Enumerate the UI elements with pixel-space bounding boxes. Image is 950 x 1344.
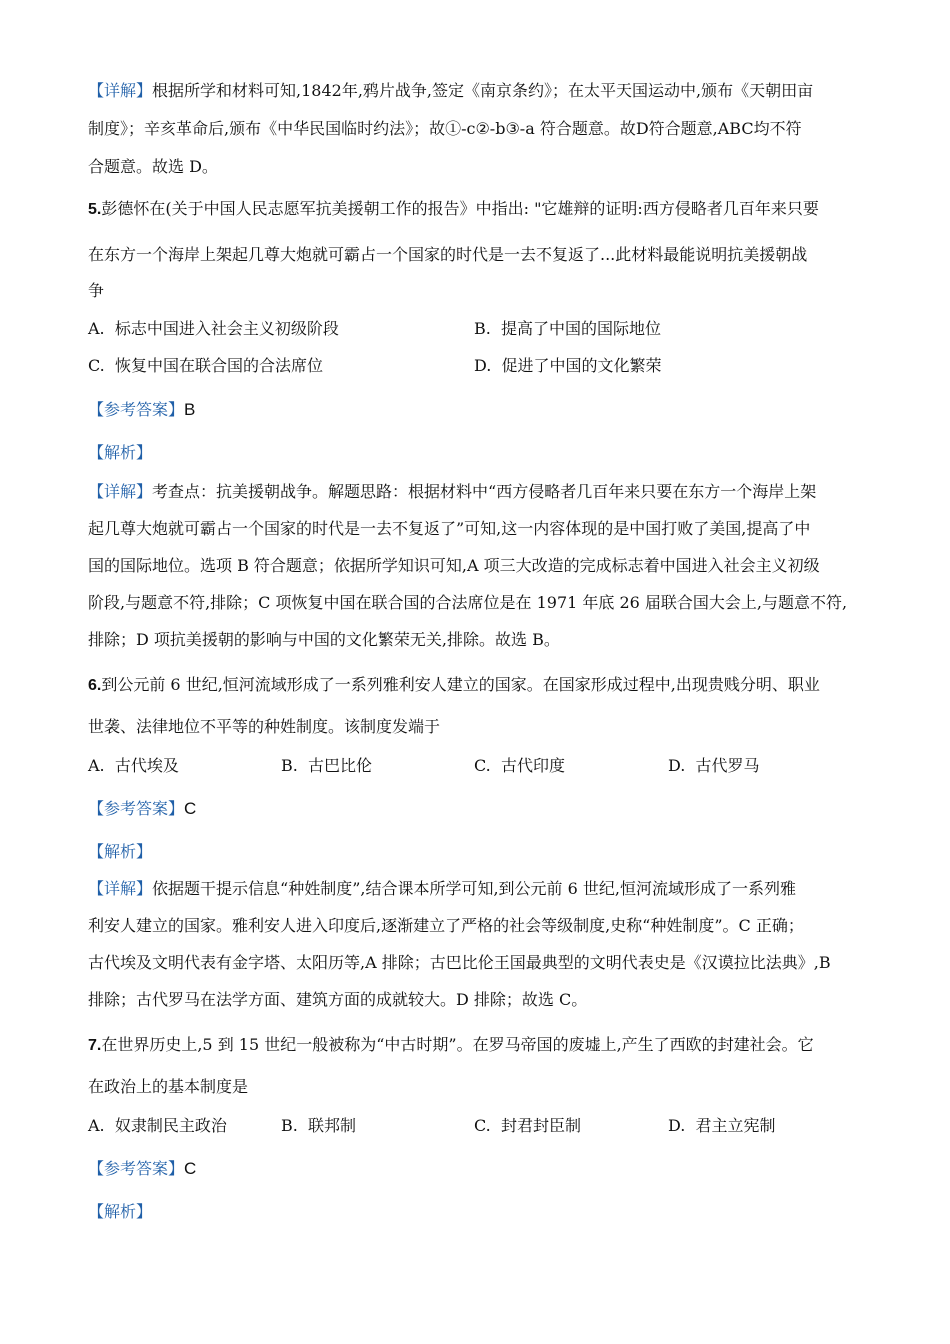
detail-line: 排除；D 项抗美援朝的影响与中国的文化繁荣无关,排除。故选 B。: [88, 630, 560, 649]
detail-line: 利安人建立的国家。雅利安人进入印度后,逐渐建立了严格的社会等级制度,史称“种姓制度”。C 正确；: [88, 916, 804, 935]
option-a: A. 奴隶制民主政治: [88, 1116, 227, 1135]
option-d: D. 古代罗马: [668, 756, 760, 775]
question-7-line: 7.在世界历史上,5 到 15 世纪一般被称为“中古时期”。在罗马帝国的废墟上,产生了西欧的封建社会。它: [88, 1035, 814, 1054]
detail-line: 排除；古代罗马在法学方面、建筑方面的成就较大。D 排除；故选 C。: [88, 990, 588, 1009]
option-a: A. 标志中国进入社会主义初级阶段: [88, 319, 339, 338]
answer-tag: 【参考答案】: [88, 400, 185, 419]
detail-tag: 【详解】: [88, 482, 153, 501]
option-a: A. 古代埃及: [88, 756, 179, 775]
question-number: 6.: [88, 677, 102, 694]
detail-line: 【详解】根据所学和材料可知,1842年,鸦片战争,签定《南京条约》；在太平天国运动中,颁布《天朝田亩: [88, 81, 814, 100]
question-5-line: 争: [88, 281, 105, 300]
option-b: B. 提高了中国的国际地位: [474, 319, 662, 338]
option-c: C. 古代印度: [474, 756, 565, 775]
question-number: 5.: [88, 201, 102, 218]
question-6-line: 世袭、法律地位不平等的种姓制度。该制度发端于: [88, 717, 441, 736]
answer-line: [88, 798, 196, 820]
option-b: B. 联邦制: [281, 1116, 357, 1135]
detail-line: 合题意。故选 D。: [88, 157, 218, 176]
answer-line: [88, 399, 195, 421]
detail-line: 【详解】依据题干提示信息“种姓制度”,结合课本所学可知,到公元前 6 世纪,恒河流域形成了一系列雅: [88, 879, 796, 898]
analysis-tag: 【解析】: [88, 443, 153, 462]
question-5-line: 在东方一个海岸上架起几尊大炮就可霸占一个国家的时代是一去不复返了...此材料最能说明抗美援朝战: [88, 245, 808, 264]
analysis-tag: 【解析】: [88, 842, 153, 861]
detail-line: 起几尊大炮就可霸占一个国家的时代是一去不复返了”可知,这一内容体现的是中国打败了美国,提高了中: [88, 519, 811, 538]
detail-tag: 【详解】: [88, 81, 153, 100]
answer-tag: 【参考答案】: [88, 1159, 185, 1178]
option-c: C. 恢复中国在联合国的合法席位: [88, 356, 323, 375]
answer-value: C: [184, 799, 197, 818]
detail-line: 古代埃及文明代表有金字塔、太阳历等,A 排除；古巴比伦王国最典型的文明代表史是《汉谟拉比法典》,B: [88, 953, 831, 972]
question-6-line: 6.到公元前 6 世纪,恒河流域形成了一系列雅利安人建立的国家。在国家形成过程中,出现贵贱分明、职业: [88, 675, 820, 694]
answer-tag: 【参考答案】: [88, 799, 185, 818]
option-d: D. 君主立宪制: [668, 1116, 776, 1135]
answer-line: [88, 1158, 196, 1180]
detail-line: 阶段,与题意不符,排除；C 项恢复中国在联合国的合法席位是在 1971 年底 26 届联合国大会上,与题意不符,: [88, 593, 848, 612]
detail-line: 【详解】考查点：抗美援朝战争。解题思路：根据材料中“西方侵略者几百年来只要在东方一个海岸上架: [88, 482, 817, 501]
analysis-tag: 【解析】: [88, 1202, 153, 1221]
option-c: C. 封君封臣制: [474, 1116, 581, 1135]
answer-value: C: [184, 1159, 197, 1178]
option-b: B. 古巴比伦: [281, 756, 373, 775]
option-d: D. 促进了中国的文化繁荣: [474, 356, 662, 375]
detail-line: 国的国际地位。选项 B 符合题意；依据所学知识可知,A 项三大改造的完成标志着中国进入社会主义初级: [88, 556, 820, 575]
question-7-line: 在政治上的基本制度是: [88, 1077, 249, 1096]
detail-tag: 【详解】: [88, 879, 153, 898]
question-5-line: 5.彭德怀在(关于中国人民志愿军抗美援朝工作的报告》中指出: "它雄辩的证明:西方侵略者几百年来只要: [88, 199, 819, 218]
answer-value: B: [184, 400, 196, 419]
detail-line: 制度》；辛亥革命后,颁布《中华民国临时约法》；故①-c②-b③-a 符合题意。故D符合题意,ABC均不符: [88, 119, 802, 138]
question-number: 7.: [88, 1037, 102, 1054]
